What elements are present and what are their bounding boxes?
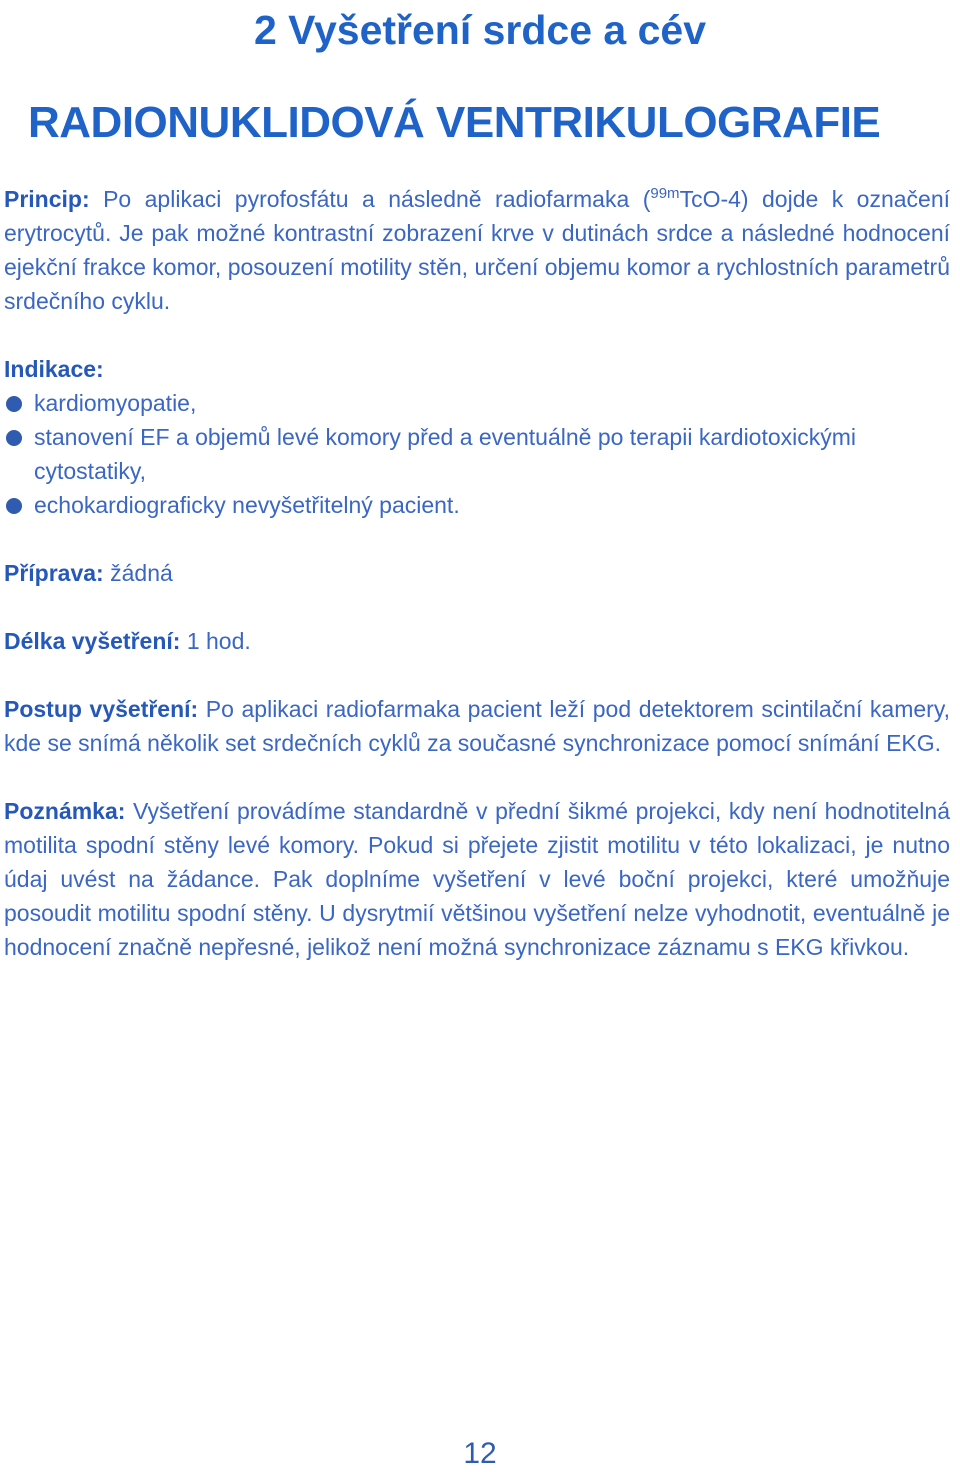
page-number: 12 <box>463 1437 497 1470</box>
priprava-value: žádná <box>103 560 173 586</box>
bullet-icon <box>6 430 22 446</box>
list-item <box>4 386 950 420</box>
delka-value: 1 hod. <box>180 628 251 654</box>
section-title: RADIONUKLIDOVÁ VENTRIKULOGRAFIE <box>28 98 881 147</box>
list-item <box>4 488 950 522</box>
document-body <box>4 182 950 998</box>
indikace-label: Indikace: <box>4 356 104 382</box>
poznamka-paragraph <box>4 794 950 964</box>
postup-paragraph <box>4 692 950 760</box>
isotope-superscript: 99m <box>650 185 680 202</box>
postup-label: Postup vyšetření: <box>4 696 199 722</box>
princip-text-after: TcO-4) dojde k označení erytrocytů. Je pak možné kontrastní zobrazení krve v dutinách srdce a následné hodnocení ejekční frakce komor, posouzení motility stěn, určení objemu komor a rychlostních parametrů srdečního cyklu. <box>4 186 951 314</box>
princip-text-before: Po aplikaci pyrofosfátu a následně radiofarmaka ( <box>89 186 651 212</box>
poznamka-label: Poznámka: <box>4 798 126 824</box>
list-item-text: echokardiograficky nevyšetřitelný pacient. <box>34 492 460 518</box>
indikace-section <box>4 352 950 522</box>
bullet-icon <box>6 498 22 514</box>
priprava-paragraph <box>4 556 950 590</box>
postup-text: Po aplikaci radiofarmaka pacient leží pod detektorem scintilační kamery, kde se snímá několik set srdečních cyklů za současné synchronizace pomocí snímání EKG. <box>4 696 951 756</box>
list-item <box>4 420 950 488</box>
chapter-title: 2 Vyšetření srdce a cév <box>253 7 707 53</box>
princip-paragraph <box>4 182 950 318</box>
delka-label: Délka vyšetření: <box>4 628 181 654</box>
delka-paragraph <box>4 624 950 658</box>
princip-label: Princip: <box>4 186 90 212</box>
priprava-label: Příprava: <box>4 560 104 586</box>
list-item-text: kardiomyopatie, <box>34 390 197 416</box>
poznamka-text: Vyšetření provádíme standardně v přední šikmé projekci, kdy není hodnotitelná motilita spodní stěny levé komory. Pokud si přejete zjistit motilitu v této lokalizaci, je nutno údaj uvést na žádance. Pak doplníme vyšetření v levé boční projekci, které umožňuje posoudit motilitu spodní stěny. U dysrytmií většinou vyšetření nelze vyhodnotit, eventuálně je hodnocení značně nepřesné, jelikož není možná synchronizace záznamu s EKG křivkou. <box>4 798 950 960</box>
list-item-text: stanovení EF a objemů levé komory před a eventuálně po terapii kardiotoxickými cytostatiky, <box>34 424 857 484</box>
indikace-list <box>4 386 950 522</box>
bullet-icon <box>6 396 22 412</box>
